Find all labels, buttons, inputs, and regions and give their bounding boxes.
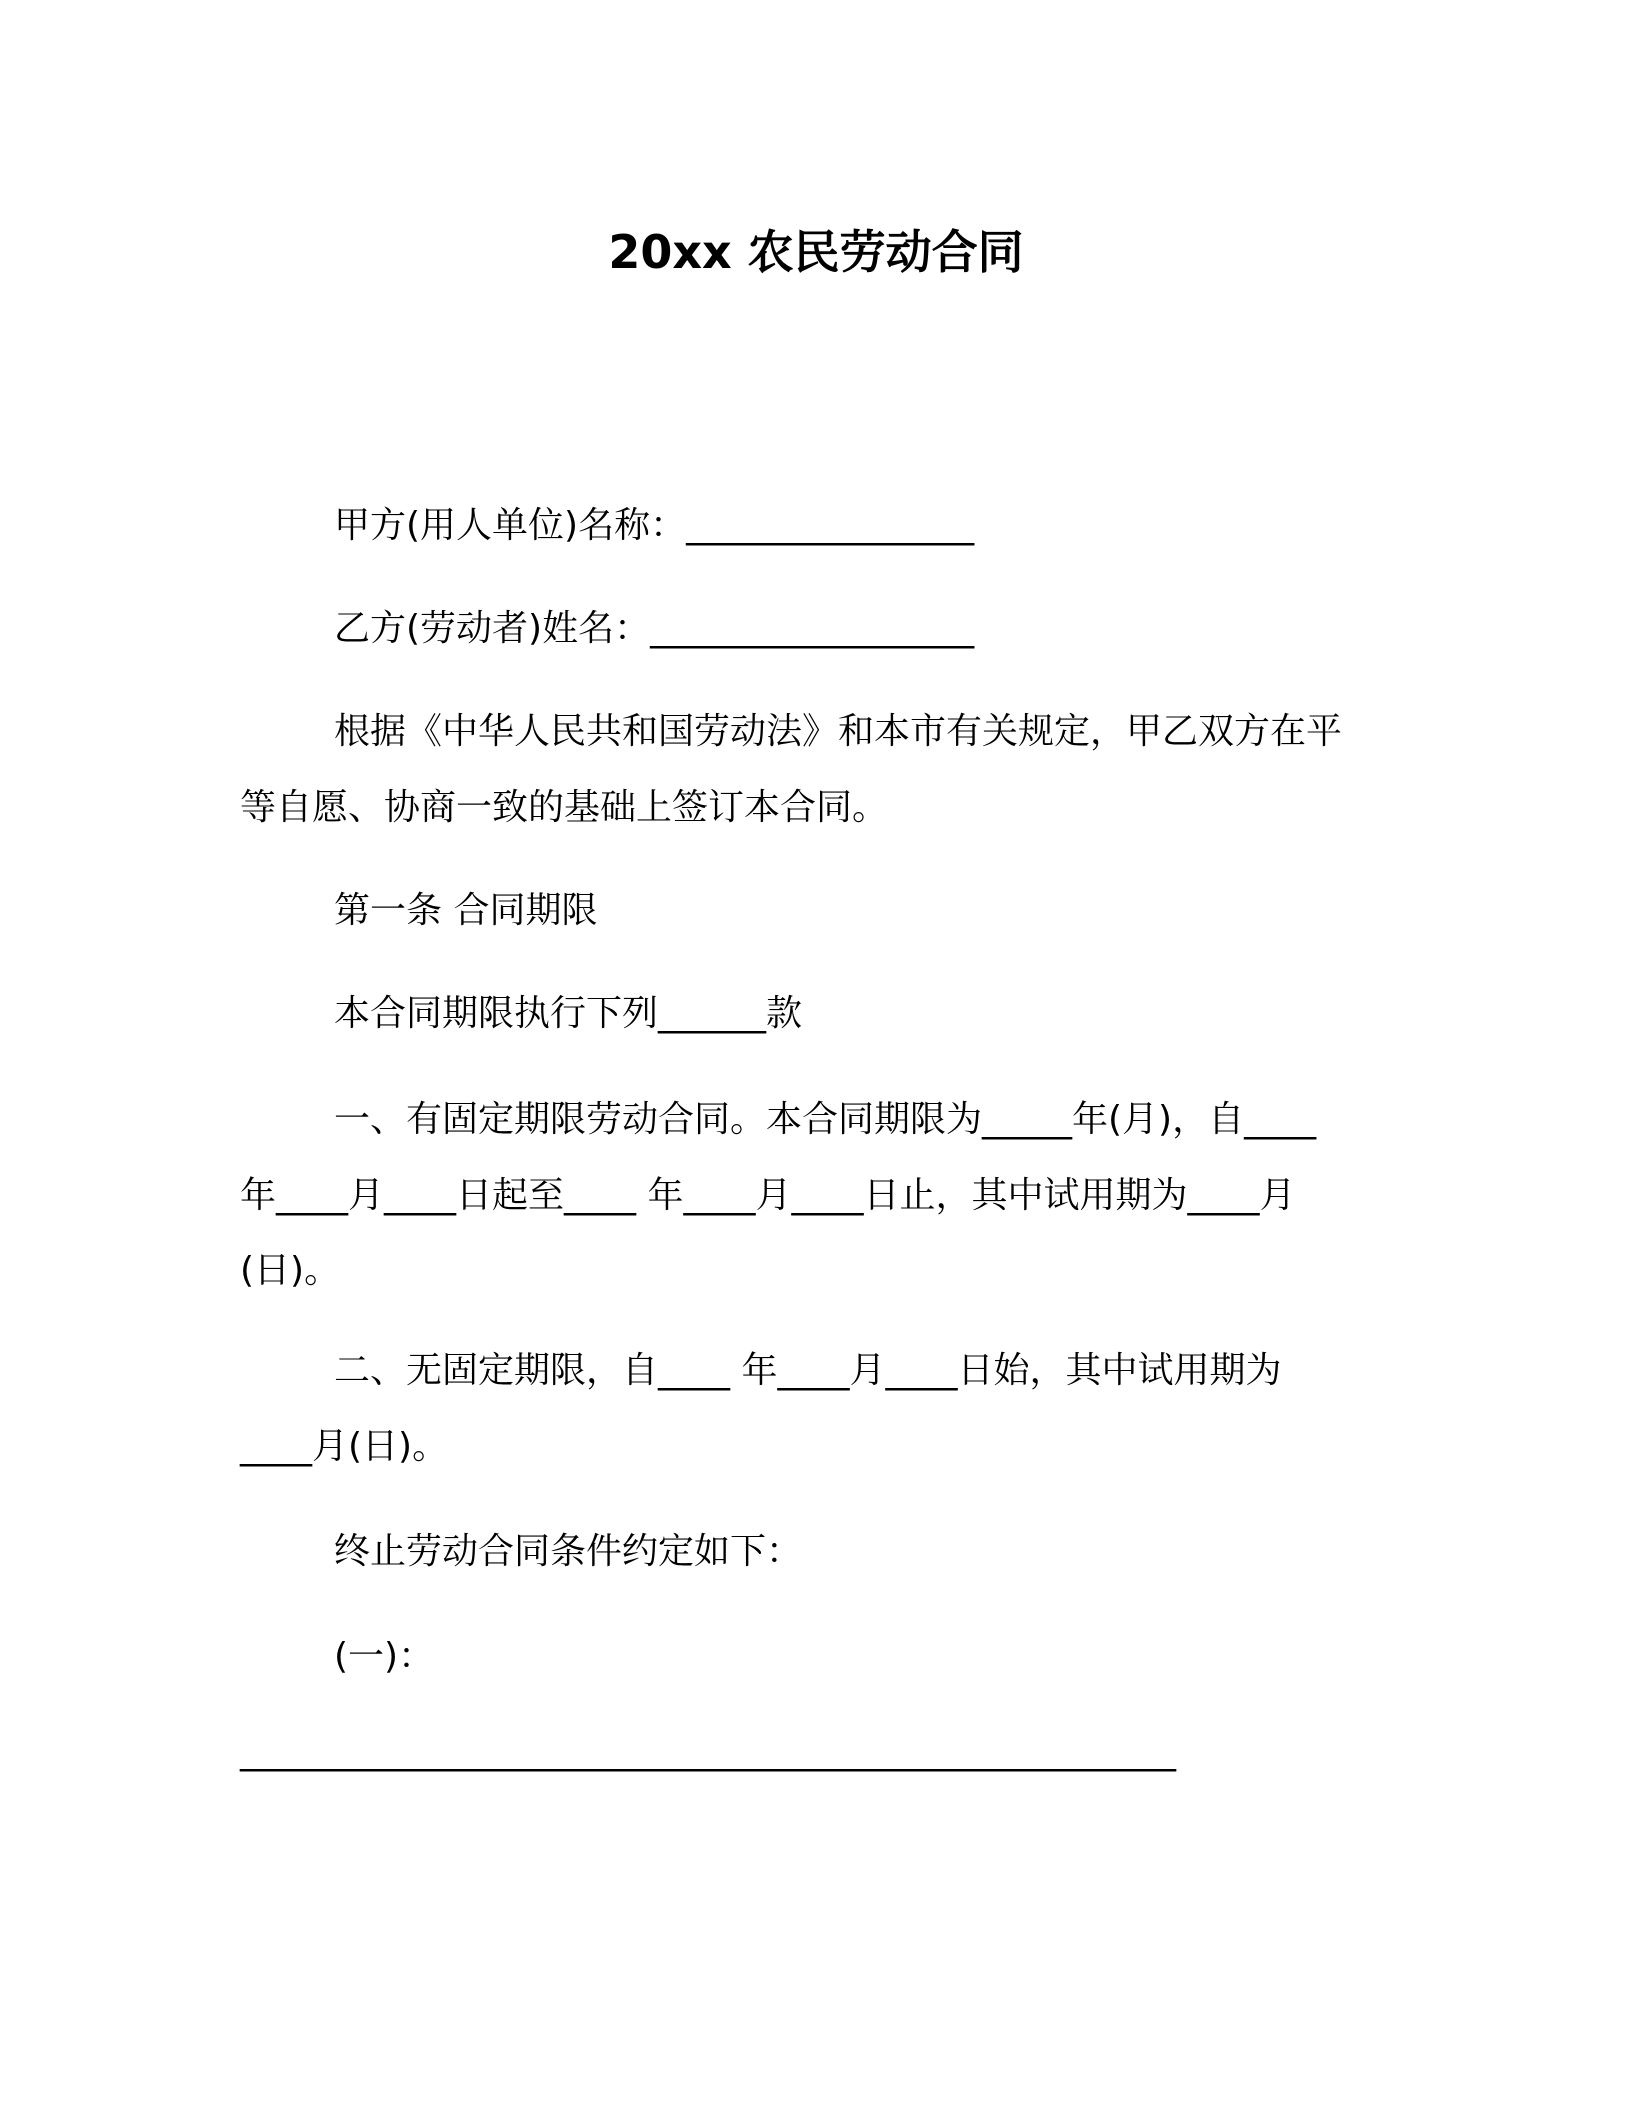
- termination-conditions-heading: 终止劳动合同条件约定如下：: [334, 1531, 803, 1572]
- document-title: 20xx 农民劳动合同: [608, 225, 1024, 279]
- preamble-line-1: 根据《中华人民共和国劳动法》和本市有关规定，甲乙双方在平: [334, 711, 1343, 752]
- condition-1-label: (一)：: [334, 1636, 435, 1677]
- fixed-term-line-1: 一、有固定期限劳动合同。本合同期限为_____年(月)，自____: [334, 1099, 1317, 1140]
- party-b-name-line: 乙方(劳动者)姓名：__________________: [334, 608, 975, 649]
- fixed-term-line-3: (日)。: [240, 1250, 341, 1291]
- open-term-line-2: ____月(日)。: [240, 1426, 449, 1467]
- preamble-line-2: 等自愿、协商一致的基础上签订本合同。: [240, 787, 889, 828]
- condition-1-blank-line: ____________________________________________________: [240, 1731, 1176, 1772]
- term-clause-selection: 本合同期限执行下列______款: [334, 993, 803, 1034]
- open-term-line-1: 二、无固定期限，自____ 年____月____日始，其中试用期为: [334, 1350, 1282, 1391]
- party-a-name-line: 甲方(用人单位)名称：________________: [334, 505, 975, 546]
- fixed-term-line-2: 年____月____日起至____ 年____月____日止，其中试用期为____月: [240, 1175, 1296, 1216]
- article-1-heading: 第一条 合同期限: [334, 890, 598, 931]
